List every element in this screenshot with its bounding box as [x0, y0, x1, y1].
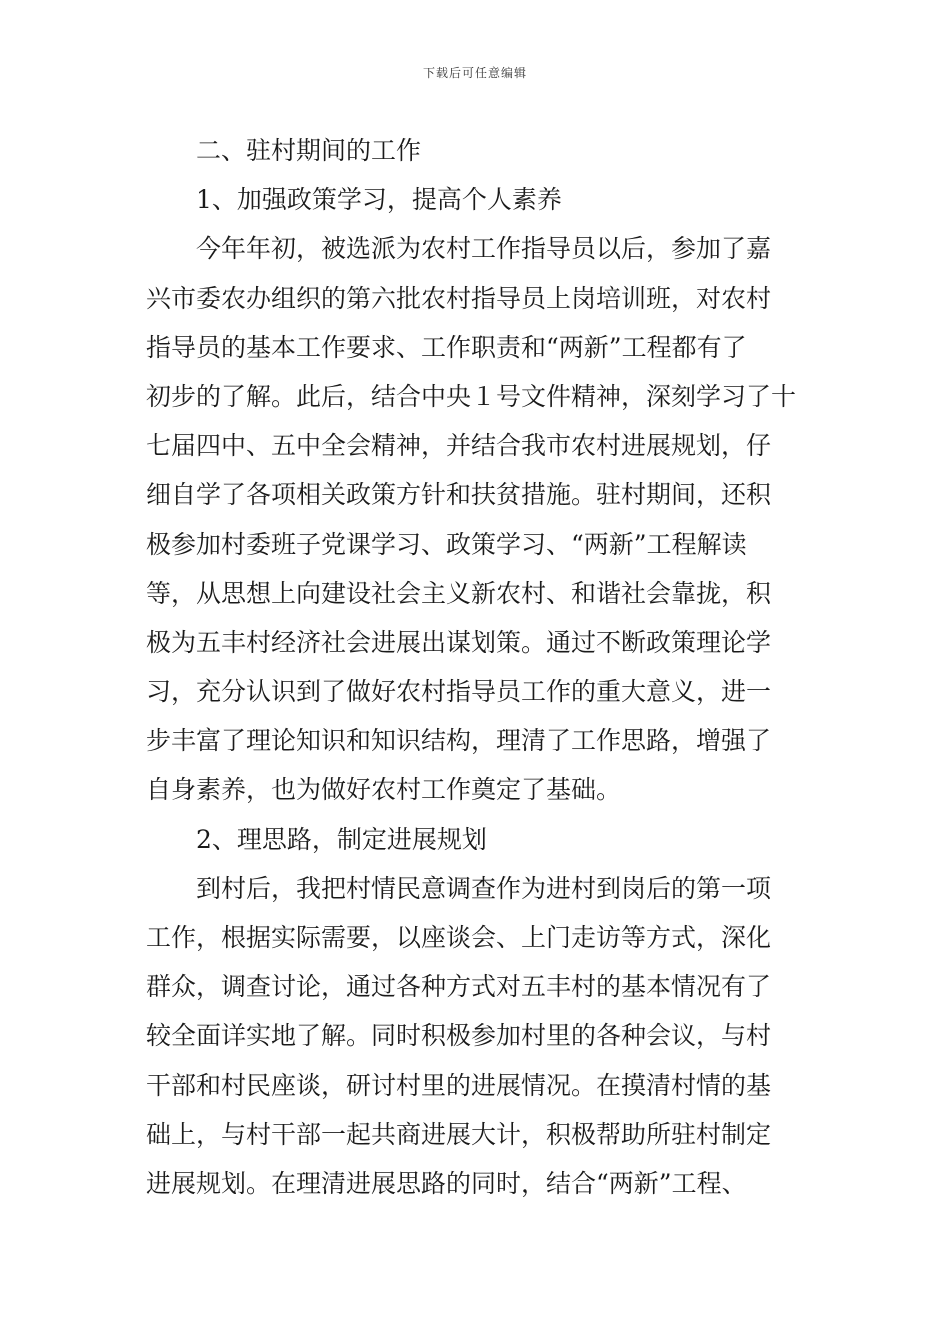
paragraph-1-line: 极为五丰村经济社会进展出谋划策。通过不断政策理论学: [146, 627, 772, 657]
paragraph-1-line: 指导员的基本工作要求、工作职责和“两新”工程都有了: [146, 332, 747, 362]
paragraph-1-line: 步丰富了理论知识和知识结构，理清了工作思路，增强了: [146, 726, 772, 756]
paragraph-1-line: 今年年初，被选派为农村工作指导员以后，参加了嘉: [196, 234, 772, 264]
paragraph-2-line: 础上，与村干部一起共商进展大计，积极帮助所驻村制定: [146, 1119, 772, 1149]
paragraph-1-line: 七届四中、五中全会精神，并结合我市农村进展规划，仔: [146, 431, 772, 461]
paragraph-2-line: 群众，调查讨论，通过各种方式对五丰村的基本情况有了: [146, 972, 772, 1002]
document-body: [146, 126, 810, 1208]
paragraph-1-line: 习，充分认识到了做好农村指导员工作的重大意义，进一: [146, 677, 772, 707]
paragraph-2-line: 进展规划。在理清进展思路的同时，结合“两新”工程、: [146, 1168, 747, 1198]
paragraph-2-line: 工作，根据实际需要，以座谈会、上门走访等方式，深化: [146, 923, 772, 952]
paragraph-1-line: 兴市委农办组织的第六批农村指导员上岗培训班，对农村: [146, 283, 772, 313]
paragraph-2-line: 到村后，我把村情民意调查作为进村到岗后的第一项: [196, 873, 772, 903]
subsection-title-2: 2、理思路，制定进展规划: [196, 824, 487, 854]
paragraph-1-line: 自身素养，也为做好农村工作奠定了基础。: [146, 775, 622, 805]
paragraph-2-line: 较全面详实地了解。同时积极参加村里的各种会议，与村: [146, 1021, 772, 1051]
subsection-title-1: 1、加强政策学习，提高个人素养: [196, 185, 562, 215]
page-header-note: 下载后可任意编辑: [422, 66, 527, 80]
paragraph-1-line: 极参加村委班子党课学习、政策学习、“两新”工程解读: [146, 529, 747, 559]
paragraph-2-line: 干部和村民座谈，研讨村里的进展情况。在摸清村情的基: [146, 1070, 772, 1100]
section-title: 二、驻村期间的工作: [196, 136, 422, 165]
paragraph-1-line: 初步的了解。此后，结合中央１号文件精神，深刻学习了十: [146, 381, 797, 411]
paragraph-1-line: 等，从思想上向建设社会主义新农村、和谐社会靠拢，积: [146, 578, 772, 608]
paragraph-1-line: 细自学了各项相关政策方针和扶贫措施。驻村期间，还积: [146, 480, 772, 510]
